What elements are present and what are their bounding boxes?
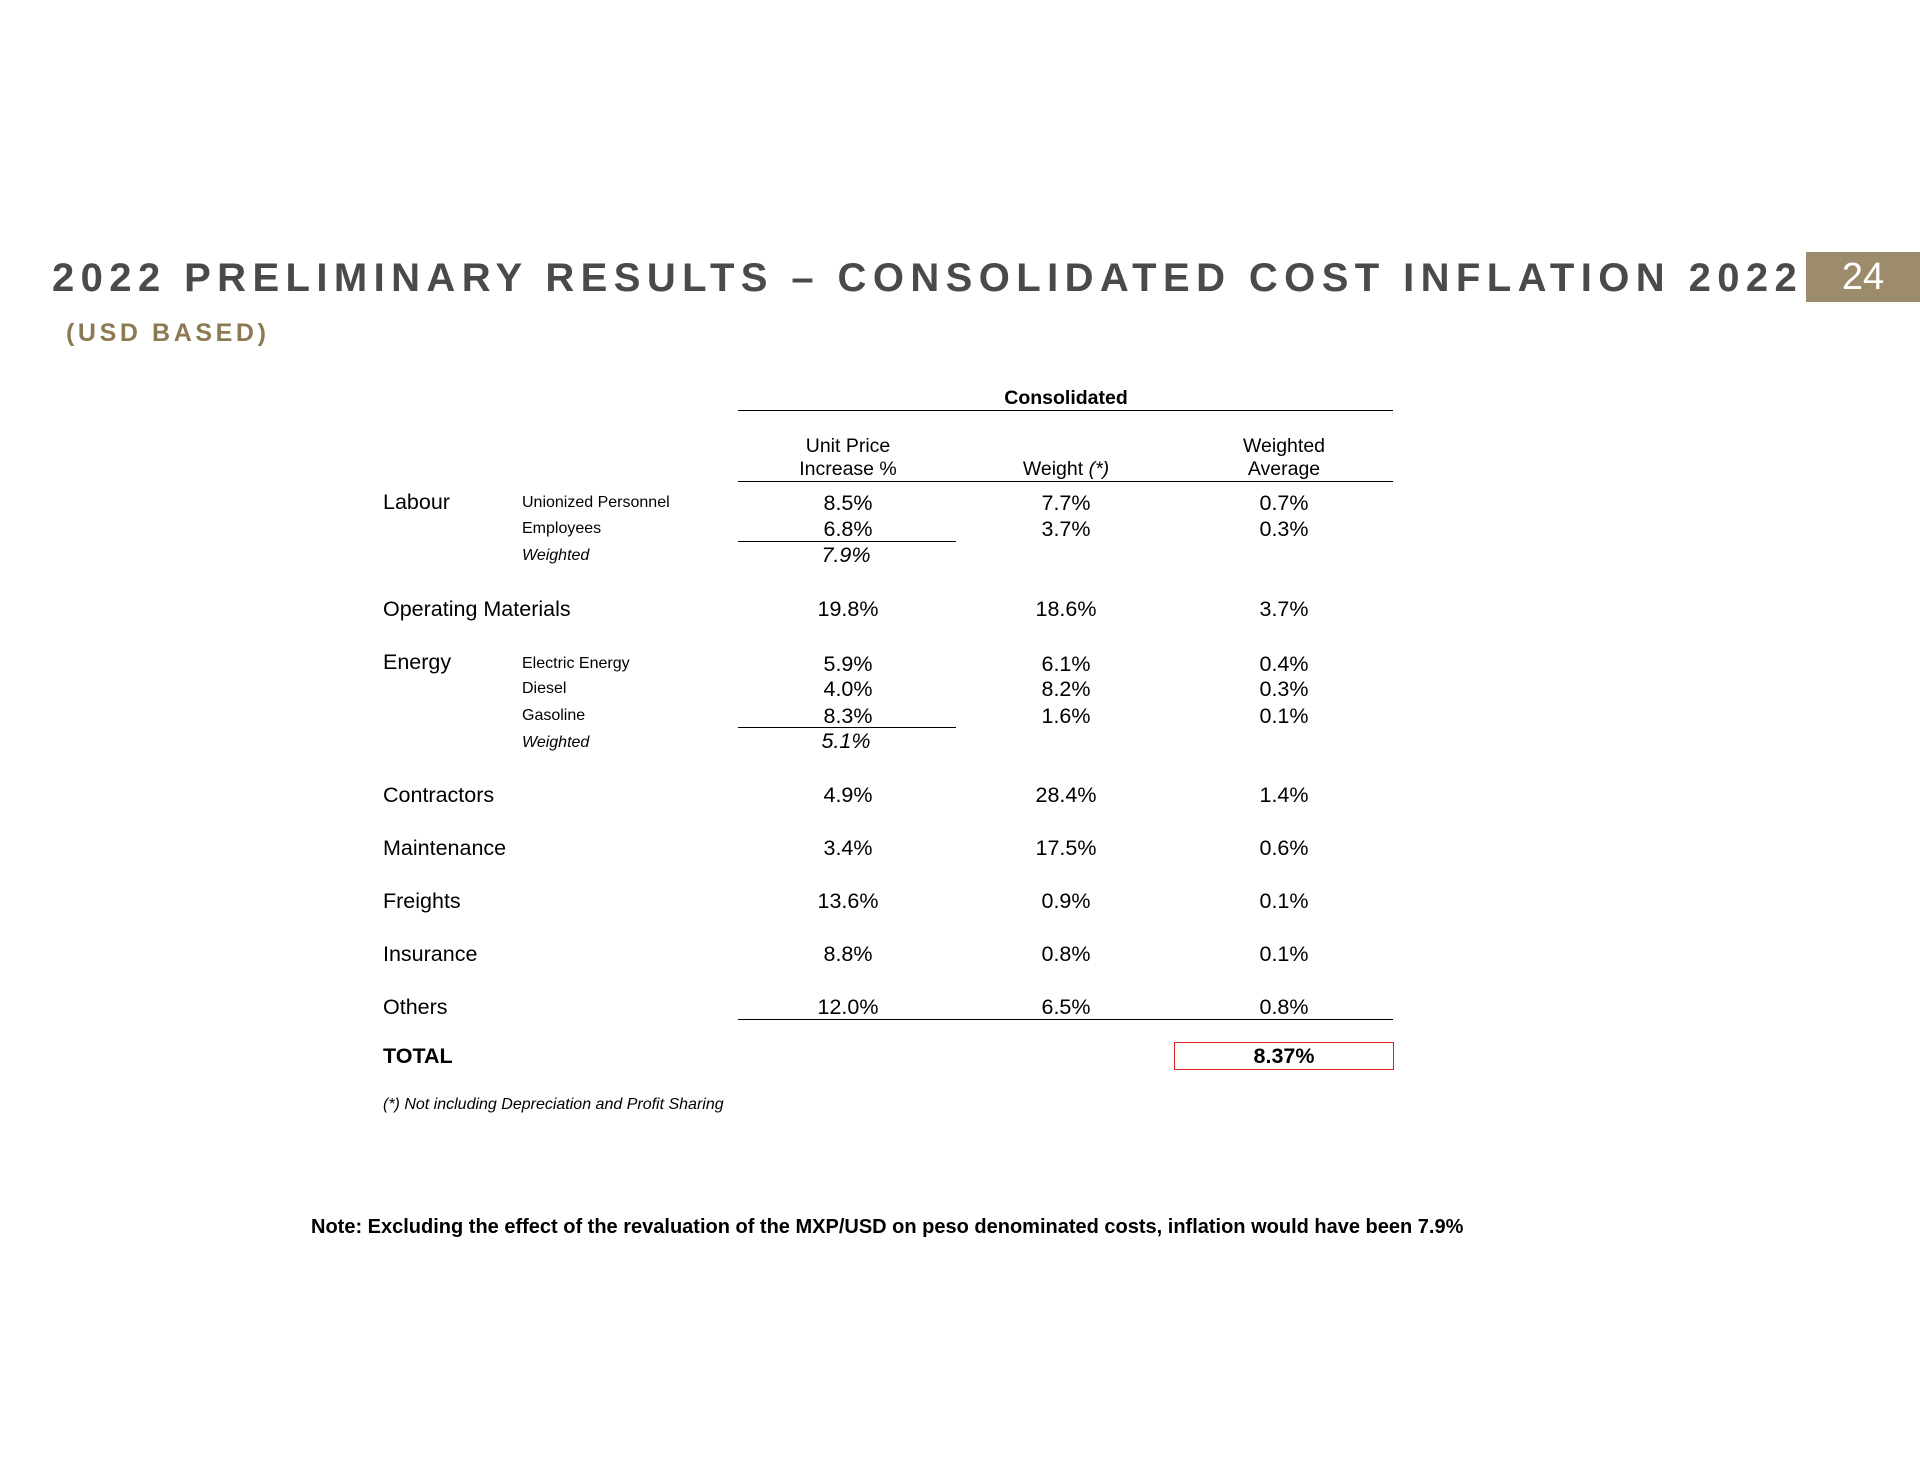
header-top-rule [738, 410, 1393, 411]
weight-value: 1.6% [1041, 704, 1091, 728]
total-label: TOTAL [383, 1044, 453, 1068]
row-label: Insurance [383, 942, 478, 966]
weighted-avg-value: 0.7% [1259, 491, 1309, 515]
weighted-avg-value: 0.3% [1259, 517, 1309, 541]
weight-value: 17.5% [1035, 836, 1097, 860]
slide-title: 2022 PRELIMINARY RESULTS – CONSOLIDATED COST INFLATION 2022 [52, 256, 1804, 300]
slide-subtitle: (USD BASED) [66, 319, 270, 347]
weighted-avg-value: 0.1% [1259, 889, 1309, 913]
col-header-increase: Increase % [799, 458, 897, 480]
group-header: Consolidated [1004, 387, 1128, 409]
row-label: Others [383, 995, 448, 1019]
header-bottom-rule [738, 481, 1393, 482]
weight-value: 0.8% [1041, 942, 1091, 966]
weight-value: 8.2% [1041, 677, 1091, 701]
sub-label: Gasoline [522, 707, 586, 724]
sub-label: Electric Energy [522, 655, 630, 672]
labour-weighted-value: 7.9% [821, 543, 871, 567]
row-label: Contractors [383, 783, 495, 807]
weighted-avg-value: 0.8% [1259, 995, 1309, 1019]
weight-value: 18.6% [1035, 597, 1097, 621]
weight-value: 28.4% [1035, 783, 1097, 807]
col-header-weight-label: Weight [1022, 458, 1084, 480]
footnote: (*) Not including Depreciation and Profit Sharing [383, 1096, 724, 1113]
weighted-avg-value: 0.6% [1259, 836, 1309, 860]
weight-value: 3.7% [1041, 517, 1091, 541]
weighted-avg-value: 3.7% [1259, 597, 1309, 621]
weighted-avg-value: 1.4% [1259, 783, 1309, 807]
labour-weighted-label: Weighted [522, 547, 590, 564]
energy-weighted-label: Weighted [522, 734, 590, 751]
weighted-avg-value: 0.4% [1259, 652, 1309, 676]
col-header-average: Average [1247, 458, 1321, 480]
energy-weighted-value: 5.1% [821, 729, 871, 753]
unit-price-value: 3.4% [823, 836, 873, 860]
unit-price-value: 5.9% [823, 652, 873, 676]
sub-label: Unionized Personnel [522, 494, 670, 511]
unit-price-value: 12.0% [817, 995, 879, 1019]
unit-price-value: 8.8% [823, 942, 873, 966]
row-label-energy: Energy [383, 650, 452, 674]
unit-price-value: 13.6% [817, 889, 879, 913]
unit-price-value: 8.3% [823, 704, 873, 728]
col-header-weighted: Weighted [1242, 435, 1326, 457]
weighted-avg-value: 0.1% [1259, 942, 1309, 966]
unit-price-value: 4.0% [823, 677, 873, 701]
weight-value: 6.1% [1041, 652, 1091, 676]
unit-price-value: 4.9% [823, 783, 873, 807]
sub-label: Diesel [522, 680, 567, 697]
totals-rule [738, 1019, 1393, 1020]
weighted-avg-value: 0.3% [1259, 677, 1309, 701]
weight-value: 7.7% [1041, 491, 1091, 515]
page-number: 24 [1841, 256, 1885, 298]
weight-value: 0.9% [1041, 889, 1091, 913]
total-value: 8.37% [1253, 1044, 1315, 1068]
unit-price-value: 19.8% [817, 597, 879, 621]
row-label-operating-materials: Operating Materials [383, 597, 571, 621]
row-label-labour: Labour [383, 490, 450, 514]
unit-price-value: 8.5% [823, 491, 873, 515]
note: Note: Excluding the effect of the revaluation of the MXP/USD on peso denominated costs, inflation would have been 7.9% [311, 1216, 1464, 1238]
weight-value: 6.5% [1041, 995, 1091, 1019]
weighted-avg-value: 0.1% [1259, 704, 1309, 728]
sub-label: Employees [522, 520, 602, 537]
col-header-weight-marker: (*) [1088, 458, 1110, 480]
row-label: Maintenance [383, 836, 507, 860]
row-label: Freights [383, 889, 461, 913]
col-header-weight [956, 456, 1176, 482]
col-header-unit-price: Unit Price [805, 435, 891, 457]
unit-price-value: 6.8% [823, 517, 873, 541]
